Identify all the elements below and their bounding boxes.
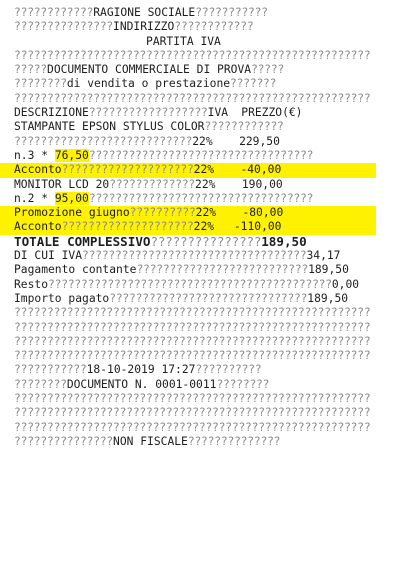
receipt — [14, 6, 371, 449]
ragione-sociale-line: ????????????RAGIONE SOCIALE??????????? — [14, 6, 268, 19]
acconto1-price: -40,00 — [240, 163, 282, 177]
ragione-sociale: RAGIONE SOCIALE — [93, 6, 196, 19]
filler-line: ?????????????????????????????????????????????????????? — [14, 420, 371, 434]
totale-row: TOTALE COMPLESSIVO???????????????189,50 — [14, 233, 307, 249]
totale-label: TOTALE COMPLESSIVO — [14, 233, 151, 249]
promo-iva: 22% — [195, 206, 217, 220]
promo-label: Promozione giugno — [14, 206, 130, 220]
indirizzo: INDIRIZZO — [113, 20, 175, 34]
pagamento-row: Pagamento contante??????????????????????????189,50 — [14, 263, 349, 277]
item2-qty: n.2 * — [14, 191, 49, 205]
item2-price: 190,00 — [241, 177, 283, 191]
di-cui-iva-row: DI CUI IVA??????????????????????????????????34,17 — [14, 249, 341, 263]
item2-row: MONITOR LCD 20?????????????22% 190,00 — [14, 177, 283, 191]
item1-iva: 22% — [192, 134, 213, 148]
item2-unit-price: 95,00 — [54, 191, 89, 205]
filler-line: ?????????????????????????????????????????????????????? — [14, 349, 371, 363]
pagamento-label: Pagamento contante — [14, 263, 137, 277]
resto-row: Resto???????????????????????????????????????????0,00 — [14, 277, 360, 291]
totale-value: 189,50 — [261, 233, 307, 249]
acconto1-iva: 22% — [193, 163, 215, 177]
importo-value: 189,50 — [307, 291, 349, 305]
importo-label: Importo pagato — [14, 291, 110, 305]
acconto1-row: Acconto????????????????????22% -40,00 — [14, 163, 366, 177]
partita-iva: PARTITA IVA — [146, 34, 221, 48]
non-fiscale: NON FISCALE — [113, 434, 188, 448]
item-row: STAMPANTE EPSON STYLUS COLOR???????????? — [14, 120, 284, 134]
filler-line: ?????????????????????????????????????????????????????? — [14, 320, 371, 334]
resto-label: Resto — [14, 277, 49, 291]
documento-line: ????????DOCUMENTO N. 0001-0011???????? — [14, 377, 270, 391]
datetime: 18-10-2019 17:27 — [86, 363, 196, 377]
item1-desc: STAMPANTE EPSON STYLUS COLOR — [14, 120, 205, 134]
resto-value: 0,00 — [331, 277, 360, 291]
item2-desc: MONITOR LCD 20 — [14, 177, 110, 191]
indirizzo-line: ???????????????INDIRIZZO???????????? — [14, 20, 254, 34]
col-descrizione: DESCRIZIONE — [14, 106, 89, 120]
filler-line: ?????????????????????????????????????????????????????? — [14, 48, 371, 62]
filler-line: ?????????????????????????????????????????????????????? — [14, 306, 371, 320]
acconto2-price: -110,00 — [233, 220, 282, 234]
acconto1-label: Acconto — [14, 163, 62, 177]
item2-iva: 22% — [195, 177, 216, 191]
item1-unit-price: 76,50 — [54, 148, 89, 162]
acconto2-iva: 22% — [193, 220, 215, 234]
acconto2-row: Acconto????????????????????22% -110,00 — [14, 220, 366, 234]
datetime-line: ???????????18-10-2019 17:27?????????? — [14, 363, 262, 377]
filler-line: ?????????????????????????????????????????????????????? — [14, 392, 371, 406]
col-prezzo: PREZZO(€) — [241, 106, 303, 120]
doc-title: DOCUMENTO COMMERCIALE DI PROVA — [47, 63, 252, 77]
filler-line: ?????????????????????????????????????????????????????? — [14, 334, 371, 348]
pagamento-value: 189,50 — [308, 263, 349, 277]
item2-qty-row: n.2 * 95,00?????????????????????????????????? — [14, 191, 314, 205]
item1-qty: n.3 * — [14, 148, 49, 162]
column-headers: DESCRIZIONE??????????????????IVA PREZZO(€) — [14, 106, 303, 120]
item1-price: 229,50 — [239, 134, 280, 148]
promo-row: Promozione giugno??????????22% -80,00 — [14, 206, 366, 220]
partita-iva-line — [14, 35, 366, 49]
filler-line: ?????????????????????????????????????????????????????? — [14, 406, 371, 420]
item-price-row: ???????????????????????????22% 229,50 — [14, 134, 280, 148]
documento-number: DOCUMENTO N. 0001-0011 — [66, 377, 217, 391]
importo-row: Importo pagato??????????????????????????????189,50 — [14, 291, 349, 305]
filler-line: ?????????????????????????????????????????????????????? — [14, 91, 371, 105]
di-cui-iva-label: DI CUI IVA — [14, 249, 83, 263]
doc-subtitle-line: ????????di vendita o prestazione??????? — [14, 77, 277, 91]
doc-subtitle: di vendita o prestazione — [66, 77, 231, 91]
promo-price: -80,00 — [242, 206, 284, 220]
doc-title-line: ?????DOCUMENTO COMMERCIALE DI PROVA????? — [14, 63, 285, 77]
col-iva: IVA — [207, 106, 229, 120]
item1-qty-row: n.3 * 76,50?????????????????????????????????? — [14, 148, 314, 162]
acconto2-label: Acconto — [14, 220, 62, 234]
non-fiscale-line: ???????????????NON FISCALE?????????????? — [14, 434, 281, 448]
di-cui-iva-value: 34,17 — [306, 249, 341, 263]
